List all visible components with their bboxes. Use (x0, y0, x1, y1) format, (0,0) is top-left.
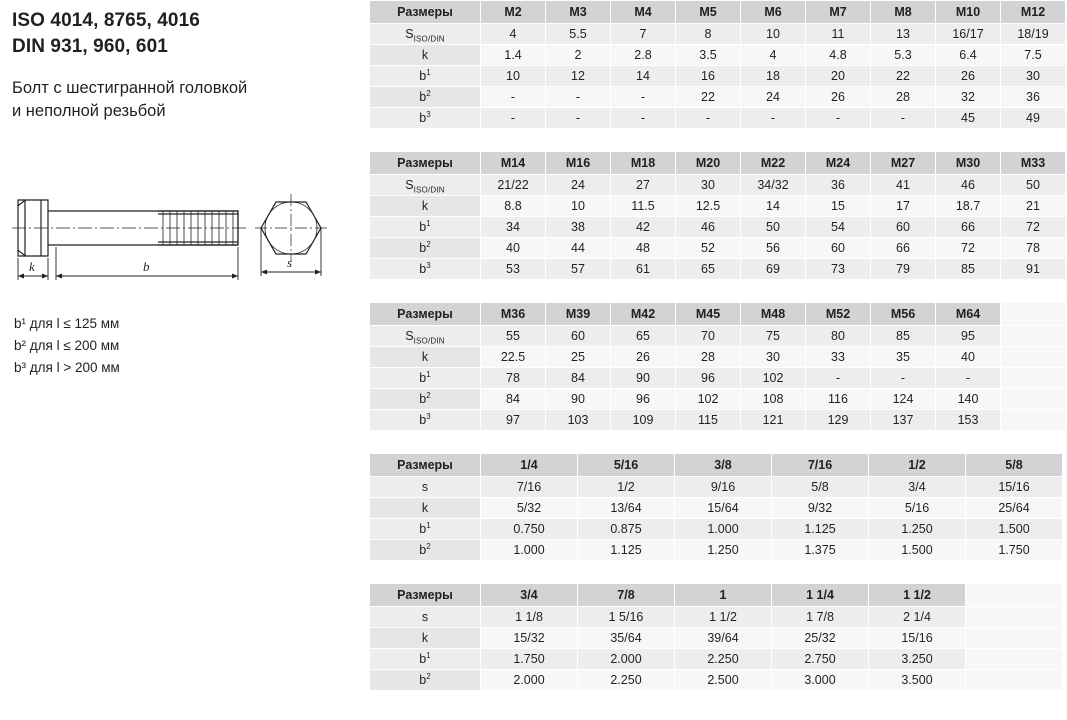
table-cell: 34/32 (741, 175, 806, 196)
column-header: M24 (806, 152, 871, 175)
column-header: M27 (871, 152, 936, 175)
row-header-b3: $b^3$ (370, 259, 481, 280)
row-header-b1: $b^1$ (370, 519, 481, 540)
table-row (370, 196, 1066, 217)
table-cell: 35/64 (578, 628, 675, 649)
row-header-k: k (370, 498, 481, 519)
table-cell: 3.250 (869, 649, 966, 670)
table-cell: 91 (1001, 259, 1066, 280)
table-row (370, 389, 1066, 410)
table-cell: - (611, 108, 676, 129)
column-header: M5 (676, 1, 741, 24)
table-row (370, 87, 1066, 108)
table-inch-quarter-fiveeighth (369, 453, 1063, 561)
table-cell: 80 (806, 326, 871, 347)
row-header-b3: $b^3$ (370, 108, 481, 129)
table-cell: 1.250 (869, 519, 966, 540)
table-cell: 108 (741, 389, 806, 410)
table-cell: 5/32 (481, 498, 578, 519)
table-cell: 115 (676, 410, 741, 431)
table-cell: 1.500 (966, 519, 1063, 540)
length-notes (14, 313, 120, 379)
table-cell: 50 (1001, 175, 1066, 196)
row-header-s_plain: s (370, 477, 481, 498)
table-cell: 65 (676, 259, 741, 280)
table-cell: 15 (806, 196, 871, 217)
column-header: 1/2 (869, 454, 966, 477)
table-row (370, 238, 1066, 259)
table-cell: 85 (871, 326, 936, 347)
column-header: 1 (675, 584, 772, 607)
dimension-label-s: s (287, 255, 293, 270)
note-b2: b² для l ≤ 200 мм (14, 337, 120, 353)
row-header-b1: $b^1$ (370, 217, 481, 238)
table-cell: 55 (481, 326, 546, 347)
table-cell: 121 (741, 410, 806, 431)
table-cell: 1 1/8 (481, 607, 578, 628)
column-header: M12 (1001, 1, 1066, 24)
table-cell: 21/22 (481, 175, 546, 196)
row-header-b1: $b^1$ (370, 649, 481, 670)
table-cell: 33 (806, 347, 871, 368)
table-cell: 48 (611, 238, 676, 259)
bolt-drawing-svg (8, 180, 348, 290)
table-cell: 52 (676, 238, 741, 259)
table-cell: 1.000 (481, 540, 578, 561)
table-cell: 15/64 (675, 498, 772, 519)
column-header: M2 (481, 1, 546, 24)
table-cell: 60 (806, 238, 871, 259)
column-header: M64 (936, 303, 1001, 326)
table-cell: 17 (871, 196, 936, 217)
row-header-s_iso_din: $S_{ISO/DIN}$ (370, 326, 481, 347)
table-cell: 60 (871, 217, 936, 238)
table-cell: 2.250 (675, 649, 772, 670)
table-cell: 4 (741, 45, 806, 66)
column-header: M52 (806, 303, 871, 326)
row-header-b2: $b^2$ (370, 87, 481, 108)
table-cell: - (936, 368, 1001, 389)
table-cell (966, 607, 1063, 628)
row-header-k: k (370, 196, 481, 217)
table-row (370, 45, 1066, 66)
table-cell: 140 (936, 389, 1001, 410)
table-cell: 7 (611, 24, 676, 45)
table-cell: 16 (676, 66, 741, 87)
table-cell: 1/2 (578, 477, 675, 498)
column-header: M39 (546, 303, 611, 326)
table-cell: 90 (611, 368, 676, 389)
table-cell: 10 (481, 66, 546, 87)
table-cell: 2.8 (611, 45, 676, 66)
table-cell: 116 (806, 389, 871, 410)
column-header: M8 (871, 1, 936, 24)
column-header: 1 1/2 (869, 584, 966, 607)
table-header-dimensions: Размеры (370, 1, 481, 24)
table-cell: 1.500 (869, 540, 966, 561)
table-cell: 24 (546, 175, 611, 196)
table-cell: 66 (936, 217, 1001, 238)
table-cell: 20 (806, 66, 871, 87)
table-cell: 41 (871, 175, 936, 196)
column-header: 5/8 (966, 454, 1063, 477)
table-cell: 1.125 (578, 540, 675, 561)
table-cell: 96 (676, 368, 741, 389)
table-cell: 57 (546, 259, 611, 280)
table-cell: 137 (871, 410, 936, 431)
table-cell: 15/16 (966, 477, 1063, 498)
table-cell: - (611, 87, 676, 108)
table-cell: 45 (936, 108, 1001, 129)
table-row (370, 24, 1066, 45)
table-metric-m14-m33 (369, 151, 1066, 280)
row-header-b2: $b^2$ (370, 540, 481, 561)
table-cell: 34 (481, 217, 546, 238)
table-cell: 28 (676, 347, 741, 368)
table-cell: 75 (741, 326, 806, 347)
table-cell: 73 (806, 259, 871, 280)
table-cell: 1.750 (966, 540, 1063, 561)
dimension-tables (369, 0, 1059, 713)
table-cell: 10 (741, 24, 806, 45)
table-cell: 1.4 (481, 45, 546, 66)
table-cell: 10 (546, 196, 611, 217)
table-cell: 79 (871, 259, 936, 280)
table-cell: - (871, 368, 936, 389)
table-header-dimensions: Размеры (370, 152, 481, 175)
table-cell: 66 (871, 238, 936, 259)
table-cell: 4 (481, 24, 546, 45)
table-metric-m36-m64 (369, 302, 1066, 431)
table-cell: 2.000 (578, 649, 675, 670)
table-row (370, 670, 1063, 691)
table-cell: - (741, 108, 806, 129)
table-cell: - (481, 108, 546, 129)
standard-line-iso: ISO 4014, 8765, 4016 (12, 10, 200, 31)
standard-line-din: DIN 931, 960, 601 (12, 35, 168, 57)
table-cell: - (806, 108, 871, 129)
column-header: M20 (676, 152, 741, 175)
table-cell: 78 (481, 368, 546, 389)
row-header-b3: $b^3$ (370, 410, 481, 431)
table-cell: - (676, 108, 741, 129)
table-cell: 1 7/8 (772, 607, 869, 628)
table-cell: 1.375 (772, 540, 869, 561)
row-header-s_plain: s (370, 607, 481, 628)
table-row (370, 217, 1066, 238)
table-inch-threequarter-oneandhalf (369, 583, 1063, 691)
row-header-k: k (370, 347, 481, 368)
title-area (12, 8, 362, 122)
table-cell: 13/64 (578, 498, 675, 519)
column-header: M48 (741, 303, 806, 326)
table-cell: 0.750 (481, 519, 578, 540)
table-cell: 38 (546, 217, 611, 238)
column-header: M4 (611, 1, 676, 24)
table-cell: 42 (611, 217, 676, 238)
column-header: M10 (936, 1, 1001, 24)
row-header-b2: $b^2$ (370, 389, 481, 410)
table-cell: 36 (806, 175, 871, 196)
table-cell: 60 (546, 326, 611, 347)
column-header: 5/16 (578, 454, 675, 477)
column-header (1001, 303, 1066, 326)
table-cell: 153 (936, 410, 1001, 431)
row-header-s_iso_din: $S_{ISO/DIN}$ (370, 175, 481, 196)
table-cell: 18 (741, 66, 806, 87)
table-row (370, 175, 1066, 196)
description-line-2: и неполной резьбой (12, 101, 166, 120)
description-line-1: Болт с шестигранной головкой (12, 79, 248, 98)
table-cell: - (481, 87, 546, 108)
column-header: 7/16 (772, 454, 869, 477)
table-cell: 5.5 (546, 24, 611, 45)
table-cell: 84 (546, 368, 611, 389)
table-cell: - (546, 108, 611, 129)
table-cell: 1.000 (675, 519, 772, 540)
table-cell: 25 (546, 347, 611, 368)
column-header: M14 (481, 152, 546, 175)
table-cell: 1 5/16 (578, 607, 675, 628)
column-header: M56 (871, 303, 936, 326)
table-cell: 72 (1001, 217, 1066, 238)
table-row (370, 347, 1066, 368)
table-header-dimensions: Размеры (370, 303, 481, 326)
table-cell: 30 (741, 347, 806, 368)
table-cell: 14 (611, 66, 676, 87)
table-cell (966, 628, 1063, 649)
column-header: M6 (741, 1, 806, 24)
table-row (370, 108, 1066, 129)
table-cell: 0.875 (578, 519, 675, 540)
dimension-label-k: k (29, 259, 35, 274)
table-cell: 69 (741, 259, 806, 280)
table-cell: 8.8 (481, 196, 546, 217)
table-cell: 7.5 (1001, 45, 1066, 66)
row-header-k: k (370, 45, 481, 66)
table-cell: 30 (1001, 66, 1066, 87)
table-cell: 26 (936, 66, 1001, 87)
table-cell: 25/32 (772, 628, 869, 649)
table-cell: 3.000 (772, 670, 869, 691)
table-cell: 46 (676, 217, 741, 238)
column-header (966, 584, 1063, 607)
column-header: 7/8 (578, 584, 675, 607)
note-b1: b¹ для l ≤ 125 мм (14, 316, 120, 331)
table-cell: 1.250 (675, 540, 772, 561)
table-cell (1001, 389, 1066, 410)
table-cell: 72 (936, 238, 1001, 259)
table-cell: 65 (611, 326, 676, 347)
table-cell: 30 (676, 175, 741, 196)
column-header: 1/4 (481, 454, 578, 477)
note-b3: b³ для l > 200 мм (14, 359, 120, 375)
column-header: M7 (806, 1, 871, 24)
column-header: M30 (936, 152, 1001, 175)
table-cell: - (871, 108, 936, 129)
table-cell: - (546, 87, 611, 108)
column-header: M18 (611, 152, 676, 175)
table-cell: 46 (936, 175, 1001, 196)
table-cell: 5/16 (869, 498, 966, 519)
column-header: 3/4 (481, 584, 578, 607)
table-cell: 84 (481, 389, 546, 410)
table-cell: 28 (871, 87, 936, 108)
table-cell: 7/16 (481, 477, 578, 498)
table-cell: 9/32 (772, 498, 869, 519)
table-cell: 3.5 (676, 45, 741, 66)
table-row (370, 498, 1063, 519)
table-cell: 12.5 (676, 196, 741, 217)
table-cell: 2 (546, 45, 611, 66)
table-cell: 1.125 (772, 519, 869, 540)
table-cell: 61 (611, 259, 676, 280)
table-cell: 32 (936, 87, 1001, 108)
table-cell: 49 (1001, 108, 1066, 129)
table-row (370, 649, 1063, 670)
table-cell (1001, 326, 1066, 347)
table-cell: 78 (1001, 238, 1066, 259)
table-cell: 2.750 (772, 649, 869, 670)
table-cell: 5.3 (871, 45, 936, 66)
table-cell: 56 (741, 238, 806, 259)
table-cell: 90 (546, 389, 611, 410)
row-header-b1: $b^1$ (370, 66, 481, 87)
table-cell: 70 (676, 326, 741, 347)
table-cell: 21 (1001, 196, 1066, 217)
table-cell: 25/64 (966, 498, 1063, 519)
table-row (370, 477, 1063, 498)
column-header: M33 (1001, 152, 1066, 175)
row-header-s_iso_din: $S_{ISO/DIN}$ (370, 24, 481, 45)
column-header: M42 (611, 303, 676, 326)
table-cell: 50 (741, 217, 806, 238)
table-cell: 2 1/4 (869, 607, 966, 628)
column-header: M45 (676, 303, 741, 326)
table-cell: 40 (936, 347, 1001, 368)
table-cell: - (806, 368, 871, 389)
table-cell: 9/16 (675, 477, 772, 498)
table-cell: 1 1/2 (675, 607, 772, 628)
table-cell: 11 (806, 24, 871, 45)
table-cell: 124 (871, 389, 936, 410)
row-header-b2: $b^2$ (370, 670, 481, 691)
table-cell: 27 (611, 175, 676, 196)
dimension-label-b: b (143, 259, 150, 274)
table-cell: 2.500 (675, 670, 772, 691)
table-cell: 22.5 (481, 347, 546, 368)
page-title (12, 8, 362, 59)
table-cell: 40 (481, 238, 546, 259)
table-row (370, 410, 1066, 431)
table-cell: 15/32 (481, 628, 578, 649)
row-header-b2: $b^2$ (370, 238, 481, 259)
table-cell: 39/64 (675, 628, 772, 649)
bolt-technical-drawing (8, 180, 348, 290)
table-cell: 35 (871, 347, 936, 368)
table-cell: 95 (936, 326, 1001, 347)
table-cell: 3.500 (869, 670, 966, 691)
table-cell: 8 (676, 24, 741, 45)
row-header-b1: $b^1$ (370, 368, 481, 389)
table-row (370, 607, 1063, 628)
table-cell: 103 (546, 410, 611, 431)
table-cell: 15/16 (869, 628, 966, 649)
table-cell (1001, 410, 1066, 431)
table-cell: 97 (481, 410, 546, 431)
row-header-k: k (370, 628, 481, 649)
table-cell: 18/19 (1001, 24, 1066, 45)
table-cell: 2.000 (481, 670, 578, 691)
table-cell: 5/8 (772, 477, 869, 498)
table-cell: 12 (546, 66, 611, 87)
table-cell: 53 (481, 259, 546, 280)
product-description (12, 77, 362, 122)
column-header: M22 (741, 152, 806, 175)
table-cell: 14 (741, 196, 806, 217)
column-header: M16 (546, 152, 611, 175)
table-cell: 26 (806, 87, 871, 108)
table-cell: 22 (871, 66, 936, 87)
table-header-dimensions: Размеры (370, 584, 481, 607)
table-cell: 44 (546, 238, 611, 259)
table-row (370, 66, 1066, 87)
table-cell: 102 (741, 368, 806, 389)
table-cell: 102 (676, 389, 741, 410)
table-cell (1001, 347, 1066, 368)
table-cell: 54 (806, 217, 871, 238)
table-row (370, 519, 1063, 540)
table-row (370, 259, 1066, 280)
column-header: M3 (546, 1, 611, 24)
table-header-dimensions: Размеры (370, 454, 481, 477)
table-cell: 13 (871, 24, 936, 45)
table-row (370, 628, 1063, 649)
table-cell: 96 (611, 389, 676, 410)
table-cell (1001, 368, 1066, 389)
table-cell: 1.750 (481, 649, 578, 670)
table-cell: 2.250 (578, 670, 675, 691)
table-cell (966, 649, 1063, 670)
table-row (370, 368, 1066, 389)
table-cell: 24 (741, 87, 806, 108)
table-cell: 85 (936, 259, 1001, 280)
table-row (370, 326, 1066, 347)
table-row (370, 540, 1063, 561)
table-cell: 22 (676, 87, 741, 108)
column-header: M36 (481, 303, 546, 326)
table-cell: 11.5 (611, 196, 676, 217)
table-cell: 18.7 (936, 196, 1001, 217)
table-cell: 4.8 (806, 45, 871, 66)
table-cell: 6.4 (936, 45, 1001, 66)
table-cell: 129 (806, 410, 871, 431)
table-cell: 3/4 (869, 477, 966, 498)
table-cell (966, 670, 1063, 691)
column-header: 3/8 (675, 454, 772, 477)
table-cell: 109 (611, 410, 676, 431)
table-metric-m2-m12 (369, 0, 1066, 129)
table-cell: 36 (1001, 87, 1066, 108)
table-cell: 26 (611, 347, 676, 368)
column-header: 1 1/4 (772, 584, 869, 607)
table-cell: 16/17 (936, 24, 1001, 45)
